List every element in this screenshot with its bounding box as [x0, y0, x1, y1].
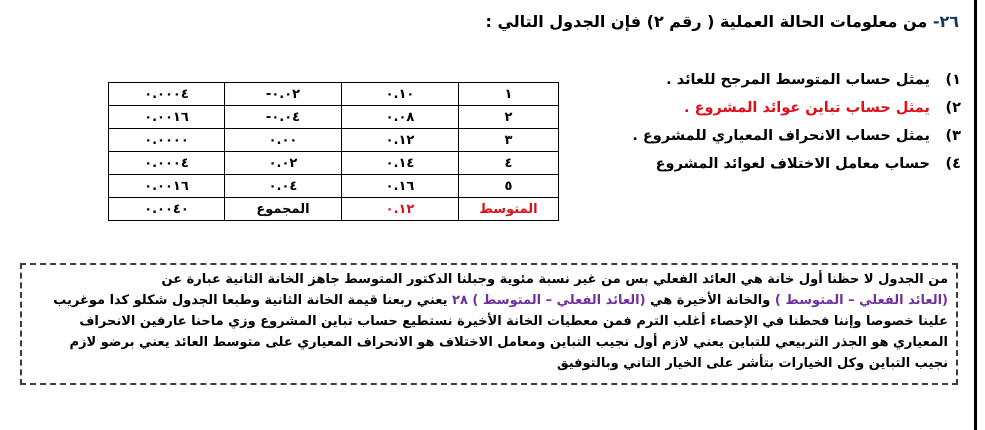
total-label-cell: المجموع	[225, 198, 342, 221]
total-value-cell: ٠.٠٠٤٠	[109, 198, 225, 221]
data-table	[108, 82, 559, 221]
mean-value-cell: ٠.١٢	[342, 198, 459, 221]
option-3	[611, 122, 961, 150]
table-cell: ٣	[459, 129, 559, 152]
table-row	[109, 152, 559, 175]
option-2	[611, 94, 961, 122]
mean-label-cell: المتوسط	[459, 198, 559, 221]
table-cell: ٠.٠٢	[225, 152, 342, 175]
option-text: حساب معامل الاختلاف لعوائد المشروع	[655, 156, 930, 172]
table-cell: ٥	[459, 175, 559, 198]
table-cell: ٢	[459, 106, 559, 129]
table-cell: ٠.٠٨	[342, 106, 459, 129]
table-cell: -٠.٠٤	[225, 106, 342, 129]
option-number: ١)	[945, 72, 961, 88]
table-cell: ١	[459, 83, 559, 106]
explanation-text: والخانة الأخيرة هي	[650, 293, 771, 308]
option-number: ٢)	[945, 100, 961, 116]
answer-options	[611, 66, 961, 178]
table-cell: ٠.٠٠	[225, 129, 342, 152]
table-cell: ٤	[459, 152, 559, 175]
table-cell: ٠.٠٠١٦	[109, 106, 225, 129]
table-cell: ٠.٠٠٠٤	[109, 83, 225, 106]
explanation-box	[20, 263, 958, 385]
table-cell: ٠.١٦	[342, 175, 459, 198]
table-cell: ٠.٠٤	[225, 175, 342, 198]
page-right-border	[974, 0, 977, 430]
explanation-line	[30, 290, 948, 311]
option-number: ٤)	[945, 156, 961, 172]
table-cell: ٠.٠٠٠٠	[109, 129, 225, 152]
table-cell: ٠.١٤	[342, 152, 459, 175]
table-row	[109, 106, 559, 129]
table-cell: -٠.٠٢	[225, 83, 342, 106]
formula-deviation: (العائد الفعلي – المتوسط )	[774, 293, 948, 308]
table-summary-row	[109, 198, 559, 221]
table-cell: ٠.٠٠٠٤	[109, 152, 225, 175]
explanation-line: علينا خصوصا وإننا فحطنا في الإحصاء أغلب الترم فمن معطيات الخانة الأخيرة نستطيع حساب تباين المشروع وزي ماحنا عارفين الانحراف	[79, 314, 948, 329]
question-number: ٢٦-	[932, 12, 959, 31]
formula-deviation-squared: (العائد الفعلي – المتوسط ) ٢٨	[452, 293, 646, 308]
option-1	[611, 66, 961, 94]
question-text: من معلومات الحالة العملية ( رقم ٢) فإن الجدول التالي :	[485, 12, 928, 31]
explanation-text: يعني ربعنا قيمة الخانة الثانية وطبعا الجدول شكلو كدا موغريب	[53, 293, 448, 308]
option-number: ٣)	[945, 128, 961, 144]
table-cell: ٠.١٠	[342, 83, 459, 106]
option-4	[611, 150, 961, 178]
table-row	[109, 129, 559, 152]
option-text-correct: يمثل حساب تباين عوائد المشروع .	[684, 100, 930, 116]
table-cell: ٠.٠٠١٦	[109, 175, 225, 198]
question-heading	[486, 12, 960, 31]
option-text: يمثل حساب الانحراف المعياري للمشروع .	[632, 128, 930, 144]
explanation-line: نجيب التباين وكل الخيارات بتأشر على الخيار التاني وبالتوفيق	[556, 356, 948, 371]
table-row	[109, 175, 559, 198]
table-row	[109, 83, 559, 106]
explanation-line: المعياري هو الجذر التربيعي للتباين يعني لازم أول نجيب التباين ومعامل الاختلاف هو الانحراف المعياري على متوسط العائد يعني برضو لازم	[69, 335, 948, 350]
option-text: يمثل حساب المتوسط المرجح للعائد .	[666, 72, 930, 88]
explanation-line: من الجدول لا حظنا أول خانة هي العائد الفعلي بس من غير نسبة مئوية وجبلنا الدكتور المتوسط جاهز الخانة الثانية عبارة عن	[161, 272, 948, 287]
table-cell: ٠.١٢	[342, 129, 459, 152]
